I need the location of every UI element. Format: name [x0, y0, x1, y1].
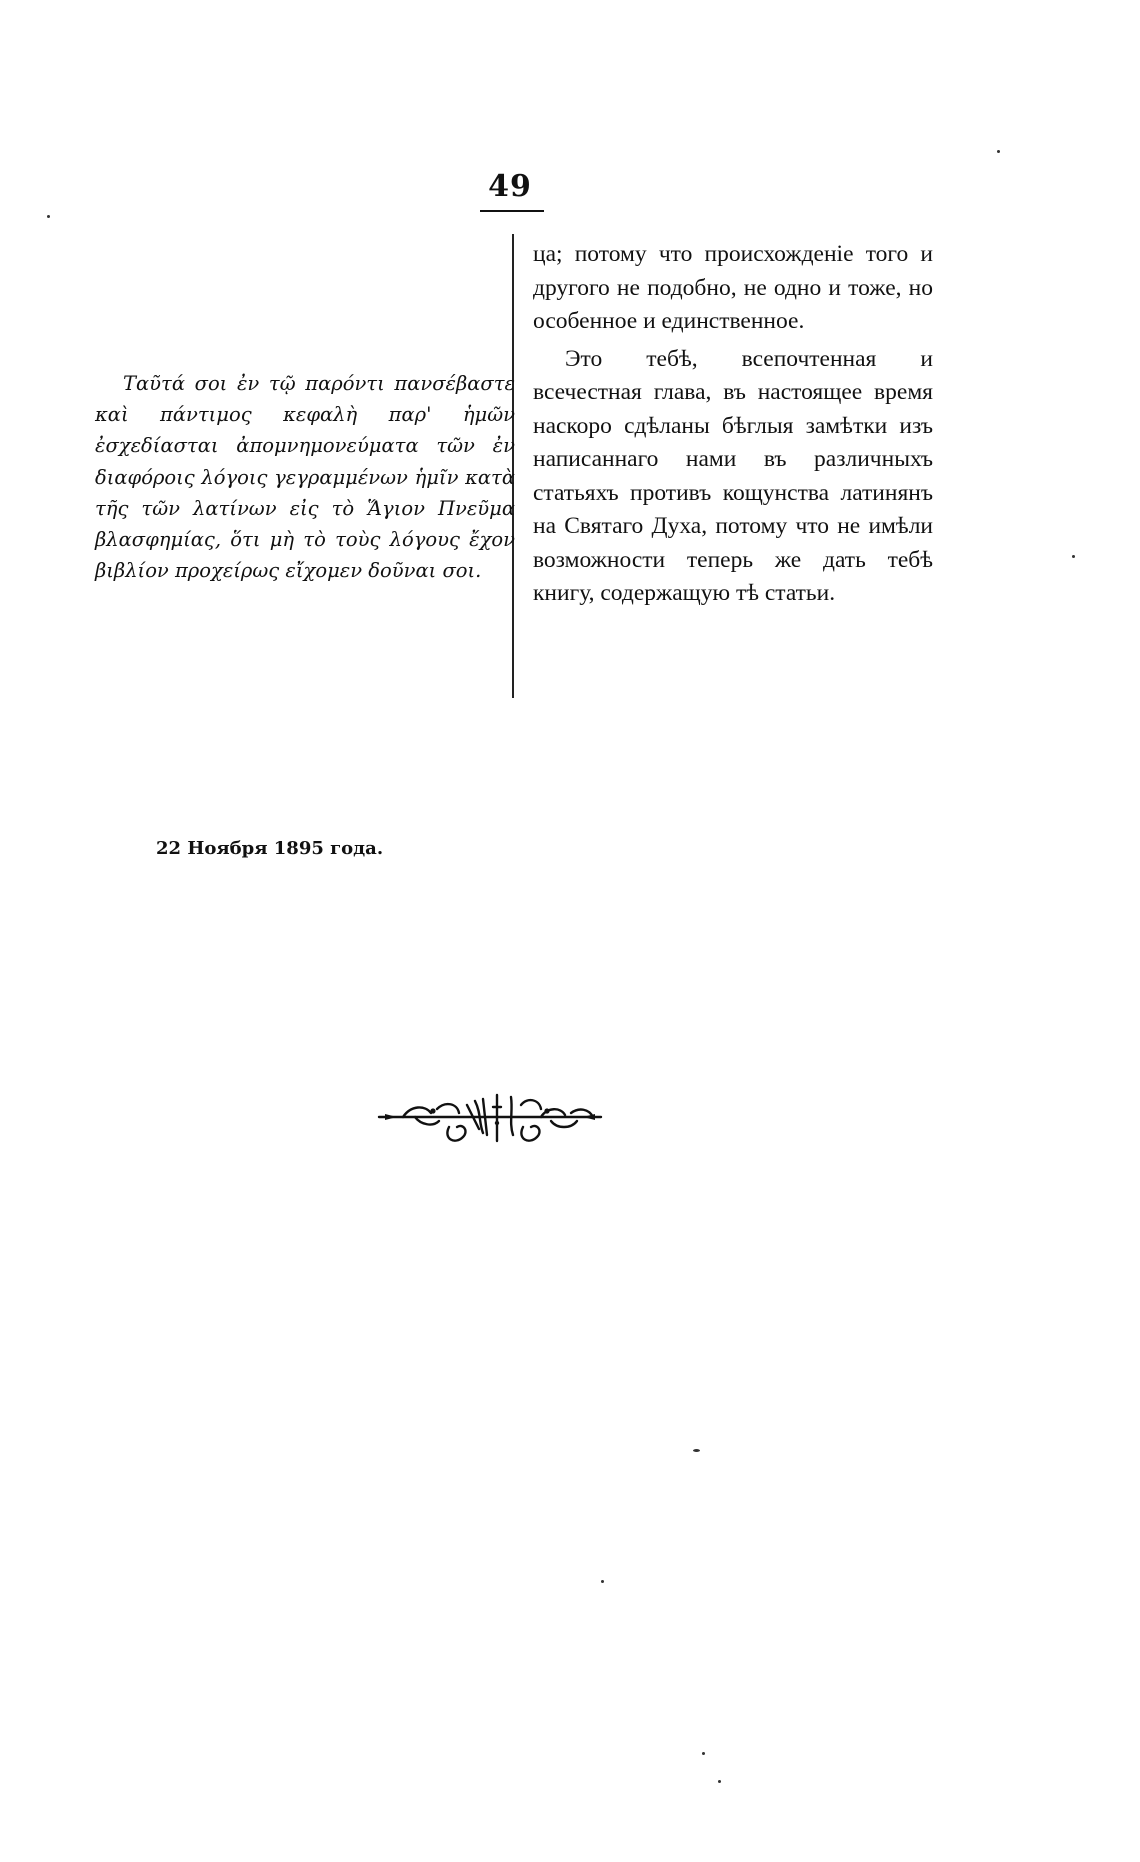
scan-speck: [1072, 555, 1075, 558]
page-number-rule: [480, 210, 544, 212]
date-line: 22 Ноября 1895 года.: [156, 838, 384, 859]
scan-speck: [997, 150, 1000, 153]
scan-speck: [702, 1752, 705, 1755]
russian-column: [533, 238, 933, 611]
page-number: 49: [488, 169, 532, 204]
russian-paragraph-continuation: ца; потому что происхожденіе того и другого не подобно, не одно и тоже, но особенное и единственное.: [533, 241, 933, 334]
scan-speck: [693, 1449, 700, 1452]
greek-paragraph: Ταῦτά σοι ἐν τῷ παρόντι πανσέβαστε καὶ πάντιμος κεφαλὴ παρ' ἡμῶν ἐσχεδίασται ἀπομνημονεύματα τῶν ἐν διαφόροις λόγοις γεγραμμένων ἡμῖν κατὰ τῆς τῶν λατίνων εἰς τὸ Ἅγιον Πνεῦμα βλασφημίας, ὅτι μὴ τὸ τοὺς λόγους ἔχον βιβλίον προχείρως εἴχομεν δοῦναι σοι.: [95, 372, 515, 583]
scan-speck: [47, 215, 50, 218]
russian-paragraph: Это тебѣ, всепочтенная и всечестная глава, въ настоящее время наскоро сдѣланы бѣглыя замѣтки изъ написаннаго нами въ различныхъ статьяхъ противъ кощунства латинянъ на Святаго Духа, потому что не имѣли возможности теперь же дать тебѣ книгу, содержащую тѣ статьи.: [533, 345, 933, 606]
scan-speck: [601, 1580, 604, 1583]
scan-speck: [718, 1780, 721, 1783]
printer-ornament-icon: [375, 1083, 605, 1149]
